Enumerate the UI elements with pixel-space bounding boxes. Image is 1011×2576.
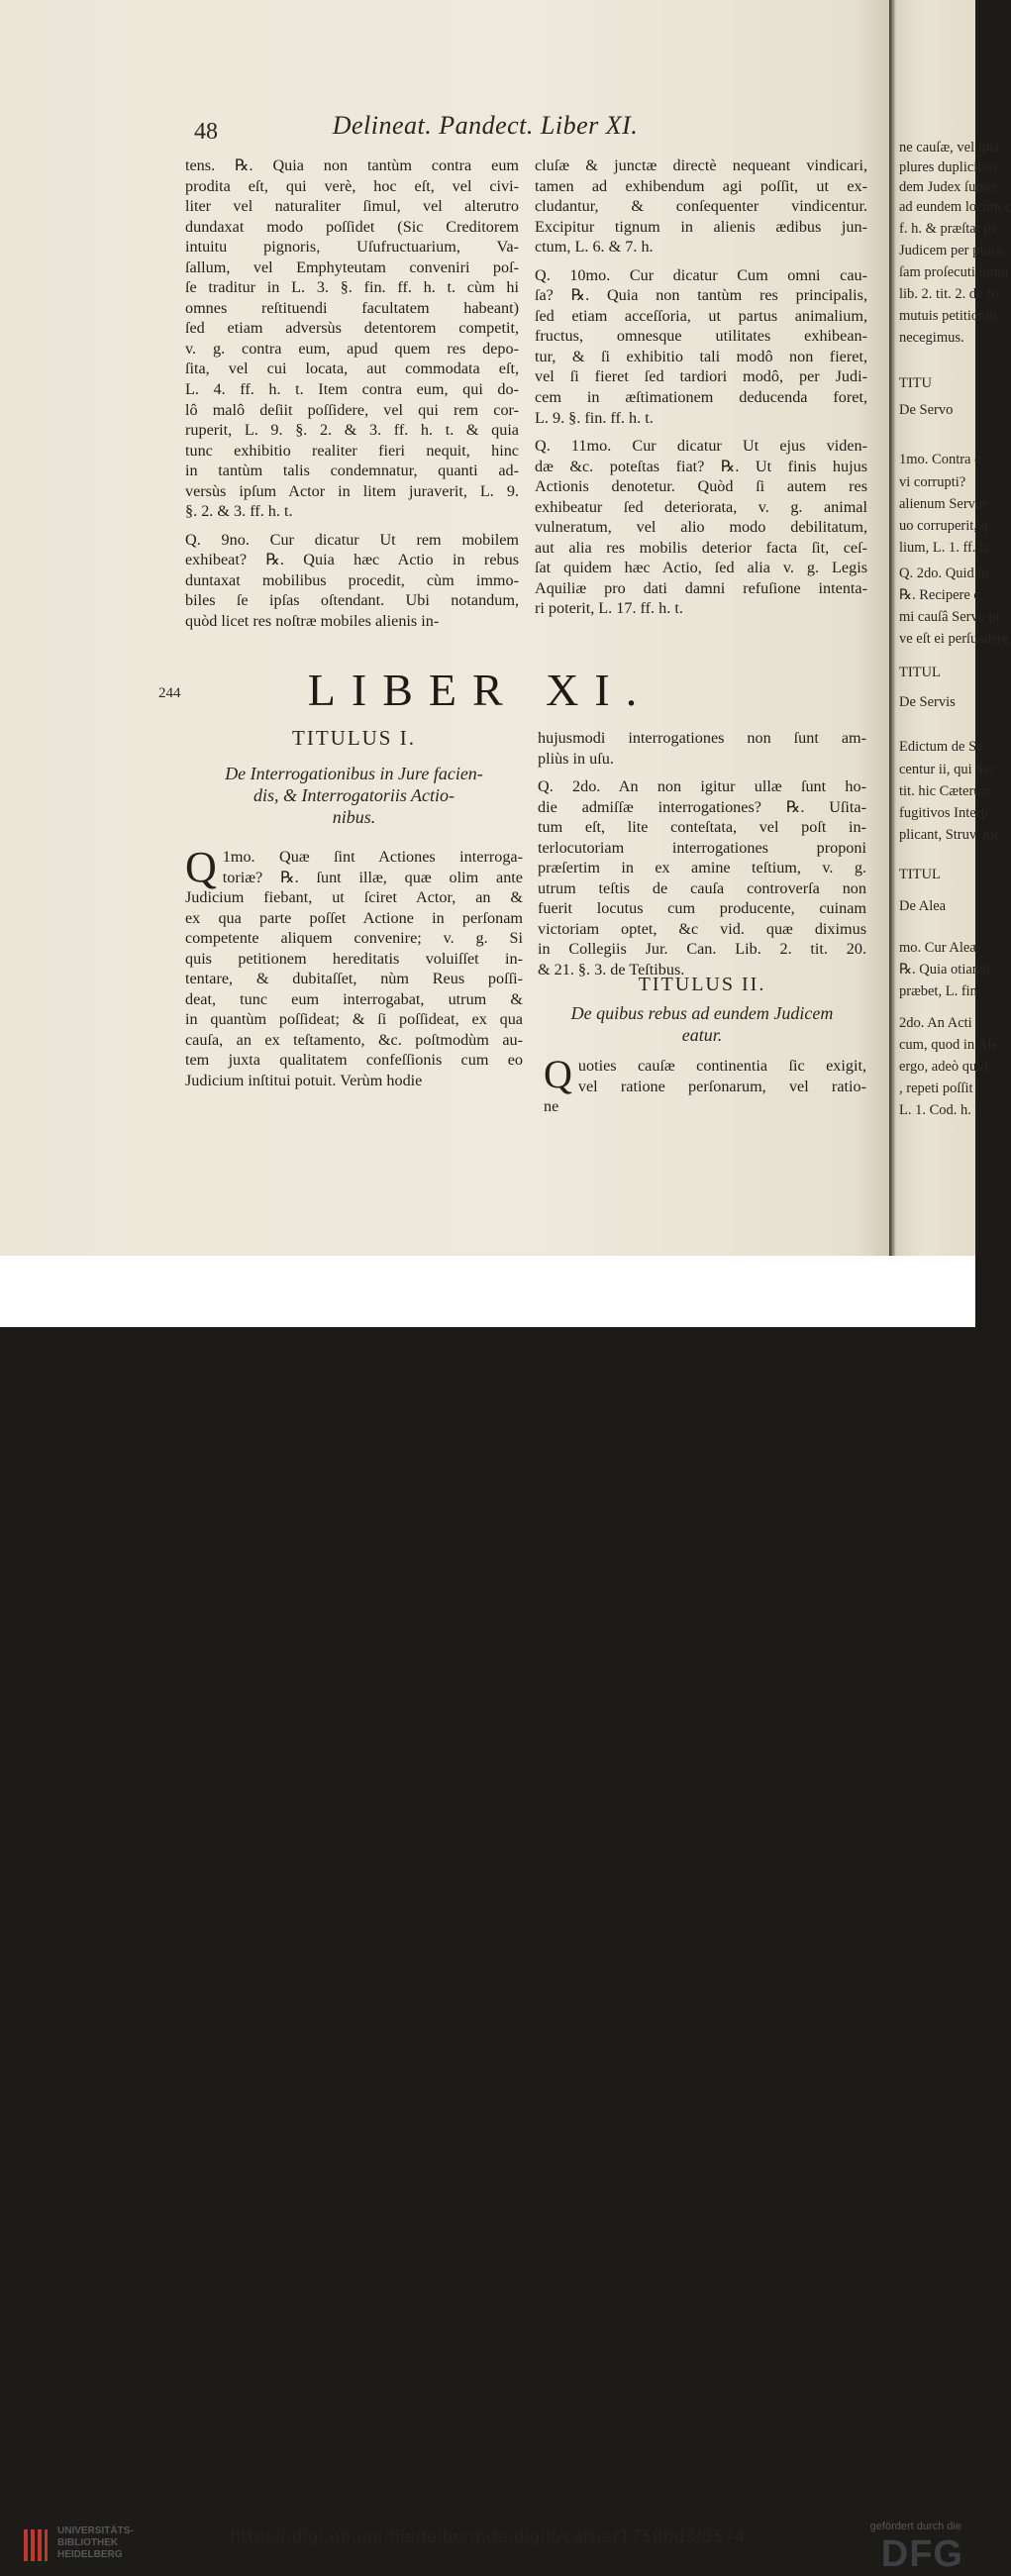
text-line: terlocutoriam interrogationes proponi bbox=[538, 838, 866, 857]
text-line: omnes reſtituendi facultatem habeant) bbox=[185, 298, 519, 317]
paragraph-gap bbox=[538, 769, 866, 776]
text-line: aut alia res mobilis deterior facta ſit, ceſ- bbox=[535, 538, 867, 557]
text-line: cluſæ & junctæ directè nequeant vindicari, bbox=[535, 156, 867, 174]
text-line: biles ſe ipſas oſtendant. Ubi notandum, bbox=[185, 591, 519, 610]
viewer-footer bbox=[0, 1256, 975, 2575]
text-line: tur, & ſi exhibitio tali modô non fieret, bbox=[535, 347, 867, 365]
text-line: cem in æſtimationem deducenda foret, bbox=[535, 388, 867, 407]
column-left-top bbox=[185, 155, 519, 632]
facing-page-text: fugitivos Interp bbox=[899, 805, 988, 821]
text-line: dæ &c. poteſtas fiat? ℞. Ut finis hujus bbox=[535, 457, 867, 475]
text-line: ſa? ℞. Quia non tantùm res principalis, bbox=[535, 286, 867, 305]
text-line: versùs ipſum Actor in litem juraverit, L. 9. bbox=[185, 481, 519, 500]
text-line: duntaxat mobilibus procedit, cùm immo- bbox=[185, 570, 519, 589]
facing-page-text: lium, L. 1. ff. h. bbox=[899, 540, 990, 556]
text-line: præſertim in ex amine teſtium, v. g. bbox=[538, 859, 866, 877]
facing-page-text: tit. hic Cæterùm bbox=[899, 783, 992, 799]
titulus-heading: TITULUS I. bbox=[292, 726, 416, 750]
facing-page-text: L. 1. Cod. h. l bbox=[899, 1102, 979, 1118]
paragraph-gap bbox=[535, 258, 867, 265]
facing-page-text: mutuis petitionib bbox=[899, 308, 997, 324]
text-line: dundaxat modo poſſidet (Sic Creditorem bbox=[185, 217, 519, 236]
text-line: vel ratione perſonarum, vel ratio- bbox=[577, 1077, 866, 1095]
text-line: ſe traditur in L. 3. §. fin. ff. h. t. cùm hi bbox=[185, 278, 519, 297]
text-line: ri poterit, L. 17. ff. h. t. bbox=[535, 599, 683, 618]
text-line: intuitu pignoris, Uſufructuarium, Va- bbox=[185, 238, 519, 257]
text-line: vulneratum, vel alio modo debilitatum, bbox=[535, 518, 867, 537]
rubric-line: nibus. bbox=[332, 807, 376, 827]
page-number: 48 bbox=[194, 119, 218, 145]
text-line: L. 9. §. fin. ff. h. t. bbox=[535, 408, 654, 427]
facing-page-text: plicant, Struv. hic bbox=[899, 827, 1001, 843]
facing-page-text: alienum Servur bbox=[899, 496, 987, 512]
text-line: ctum, L. 6. & 7. h. bbox=[535, 238, 654, 257]
text-line: ſed etiam acceſſoria, ut partus animalium, bbox=[535, 306, 867, 325]
funded-by-label: gefördert durch die bbox=[869, 2521, 961, 2532]
margin-number: 244 bbox=[158, 685, 181, 701]
text-line: hujusmodi interrogationes non ſunt am- bbox=[538, 729, 866, 747]
facing-page-text: De Servo bbox=[899, 402, 954, 418]
text-line: in tantùm talis condemnatur, quanti ad- bbox=[185, 462, 519, 480]
facing-page-text: dem Judex ſumer bbox=[899, 179, 998, 195]
text-line: ſallum, vel Emphyteutam conveniri poſ- bbox=[185, 258, 519, 276]
text-line: Q. 9no. Cur dicatur Ut rem mobilem bbox=[185, 530, 519, 549]
paragraph-gap bbox=[535, 428, 867, 436]
facing-page-text: ℞. Recipere c bbox=[899, 587, 980, 603]
facing-page-text: TITU bbox=[899, 375, 933, 391]
facing-page-text: TITUL bbox=[899, 665, 941, 680]
facing-page-text: Q. 2do. Quid ſit bbox=[899, 566, 990, 581]
paragraph bbox=[185, 843, 523, 1091]
rubric-line: De Interrogationibus in Jure facien- bbox=[225, 764, 483, 783]
text-line: quòd licet res noſtræ mobiles alienis in- bbox=[185, 612, 440, 631]
text-line: exhibeatur ſed deteriorata, v. g. animal bbox=[535, 497, 867, 516]
facing-page-text: ne cauſæ, vel ipſa bbox=[899, 140, 1000, 155]
paragraph-gap bbox=[185, 522, 519, 530]
drop-capital: Q bbox=[544, 1052, 572, 1096]
column-left-bottom bbox=[185, 843, 523, 1091]
text-line: Judicium fiebant, ut ſciret Actor, an & bbox=[185, 888, 523, 907]
text-line: utrum teſtis de cauſa controverſa non bbox=[538, 878, 866, 897]
text-line: L. 4. ff. h. t. Item contra eum, qui do- bbox=[185, 380, 519, 399]
rubric-line: eatur. bbox=[681, 1025, 723, 1045]
text-line: Judicium inſtitui potuit. Verùm hodie bbox=[185, 1072, 423, 1090]
column-right-final bbox=[544, 1052, 866, 1117]
facing-page-text: De Alea bbox=[899, 898, 947, 914]
text-line: Q. 2do. An non igitur ullæ ſunt ho- bbox=[538, 777, 866, 796]
running-head: Delineat. Pandect. Liber XI. bbox=[332, 111, 639, 140]
text-line: Excipitur tignum in alienis ædibus jun- bbox=[535, 217, 867, 236]
text-line: ne bbox=[544, 1097, 559, 1116]
facing-page-text: 2do. An Acti bbox=[899, 1015, 972, 1031]
text-line: tunc exhibitio realiter fieri nequit, hinc bbox=[185, 441, 519, 460]
facing-page-text: plures duplicibus bbox=[899, 159, 998, 175]
text-line: quis petitionem hereditatis voluiſſet in- bbox=[185, 949, 523, 968]
titulus-heading: TITULUS II. bbox=[638, 974, 766, 995]
text-line: tens. ℞. Quia non tantùm contra eum bbox=[185, 156, 519, 174]
text-line: Aquiliæ pro dati damni refuſione intenta- bbox=[535, 578, 867, 597]
drop-capital: Q bbox=[185, 843, 217, 891]
facing-page-text: TITUL bbox=[899, 867, 941, 882]
book-title: LIBER XI. bbox=[307, 665, 654, 715]
facing-page-text: Judicem per plura. bbox=[899, 243, 1006, 258]
text-line: competente aliquem convenire; v. g. Si bbox=[185, 929, 523, 948]
facing-page-text: cum, quod in Ale bbox=[899, 1037, 998, 1053]
text-line: uoties cauſæ continentia ſic exigit, bbox=[577, 1057, 866, 1075]
dfg-logo: DFG bbox=[880, 2533, 963, 2575]
text-line: tem juxta qualitatem confeſſionis cum eo bbox=[185, 1051, 523, 1070]
text-line: victoriam optet, &c vid. quæ diximus bbox=[538, 919, 866, 938]
text-line: vel ſi fieret ſed tardiori modô, per Judi- bbox=[535, 367, 867, 386]
paragraph bbox=[544, 1052, 866, 1117]
facing-page-text: necegimus. bbox=[899, 330, 964, 346]
institution-line: BIBLIOTHEK bbox=[57, 2537, 119, 2548]
text-line: fructus, omnesque utilitates exhibean- bbox=[535, 327, 867, 346]
facing-page-text: Edictum de Se bbox=[899, 739, 983, 755]
text-line: toriæ? ℞. ſunt illæ, quæ olim ante bbox=[222, 868, 523, 886]
facing-page-text: 1mo. Contra c bbox=[899, 452, 981, 467]
facing-page-edge bbox=[889, 0, 1011, 1256]
facing-page-text: ad eundem locum c bbox=[899, 199, 1011, 215]
institution-line: HEIDELBERG bbox=[57, 2549, 123, 2560]
facing-page-text: mo. Cur Aleæ bbox=[899, 940, 979, 956]
text-line: in Collegiis Jur. Can. Lib. 2. tit. 20. bbox=[538, 940, 866, 959]
facing-page-text: centur ii, qui Ser bbox=[899, 762, 995, 777]
facing-page-text: lib. 2. tit. 2. de fo bbox=[899, 286, 999, 302]
text-line: pliùs in uſu. bbox=[538, 749, 614, 768]
text-line: cludantur, & conſequenter vindicentur. bbox=[535, 197, 867, 216]
text-line: exhibeat? ℞. Quia hæc Actio in rebus bbox=[185, 551, 519, 569]
text-line: Actionis denotetur. Quòd ſi autem res bbox=[535, 477, 867, 496]
text-line: liter vel naturaliter ſimul, vel alterutro bbox=[185, 197, 519, 216]
text-line: tamen ad exhibendum agi poſſit, ut ex- bbox=[535, 176, 867, 195]
text-line: ſita, vel cui locata, aut commodata eſt, bbox=[185, 360, 519, 378]
text-line: fuerit locutus cum producente, cuinam bbox=[538, 899, 866, 918]
text-line: 1mo. Quæ ſint Actiones interroga- bbox=[222, 848, 523, 866]
text-line: cauſa, an ex teſtamento, &c. poſtmodùm au- bbox=[185, 1030, 523, 1049]
facing-page-text: , repeti poſſit bbox=[899, 1081, 973, 1096]
column-right-top bbox=[535, 155, 867, 619]
text-line: ſed etiam adversùs detentorem competit, bbox=[185, 319, 519, 338]
text-line: tentare, & dubitaſſet, nùm Reus poſſi- bbox=[185, 970, 523, 988]
titulus-rubric bbox=[538, 1002, 866, 1046]
facing-page-text: ve eſt ei perſuadere bbox=[899, 631, 1009, 647]
facing-page-text: uo corruperit, q bbox=[899, 518, 988, 534]
facing-page-text: ſam proſecuti ſumu bbox=[899, 264, 1009, 280]
facing-page-text: De Servis bbox=[899, 694, 956, 710]
institution-line: UNIVERSITÄTS- bbox=[57, 2525, 134, 2536]
text-line: ruperit, L. 9. §. 2. & 3. ff. h. t. & quia bbox=[185, 421, 519, 440]
permalink-url[interactable]: https://digi.ub.uni-heidelberg.de/diglit/cartier1758bd3/0574 bbox=[230, 2527, 746, 2547]
facing-page-text: f. h. & præſtat pe bbox=[899, 221, 998, 237]
rubric-line: dis, & Interrogatoriis Actio- bbox=[253, 785, 455, 805]
facing-page-text: ergo, adeò quid bbox=[899, 1059, 988, 1075]
text-line: deat, tunc eum interrogabat, utrum & bbox=[185, 989, 523, 1008]
text-line: Q. 10mo. Cur dicatur Cum omni cau- bbox=[535, 265, 867, 284]
rubric-line: De quibus rebus ad eundem Judicem bbox=[570, 1003, 834, 1023]
text-line: tum eſt, lite conteſtata, vel poſt in- bbox=[538, 818, 866, 837]
facing-page-text: præbet, L. fin bbox=[899, 983, 977, 999]
column-right-bottom bbox=[538, 728, 866, 980]
scanned-page-viewer bbox=[0, 0, 1011, 1256]
text-line: lô malô deſiit poſſidere, vel qui rem cor- bbox=[185, 400, 519, 419]
facing-page-text: vi corrupti? bbox=[899, 474, 966, 490]
text-line: §. 2. & 3. ff. h. t. bbox=[185, 502, 293, 521]
text-line: v. g. contra eum, apud quem res depo- bbox=[185, 339, 519, 358]
text-line: Q. 11mo. Cur dicatur Ut ejus viden- bbox=[535, 437, 867, 456]
text-line: in quantùm poſſideat; & ſi poſſideat, ex qua bbox=[185, 1010, 523, 1029]
facing-page-text: ℞. Quia otiandi bbox=[899, 962, 991, 978]
text-line: ex qua parte poſſet Actione in perſonam bbox=[185, 908, 523, 927]
text-line: prodita eſt, qui verè, hoc eſt, vel civi- bbox=[185, 176, 519, 195]
text-line: die admiſſæ interrogationes? ℞. Uſita- bbox=[538, 797, 866, 816]
titulus-rubric bbox=[185, 763, 523, 828]
facing-page-text: mi cauſâ Servo pr bbox=[899, 609, 1001, 625]
text-line: ſat quidem hæc Actio, ſed alia v. g. Legis bbox=[535, 559, 867, 577]
book-page bbox=[0, 0, 891, 1256]
text-line: & 21. §. 3. de Teſtibus. bbox=[538, 961, 685, 979]
